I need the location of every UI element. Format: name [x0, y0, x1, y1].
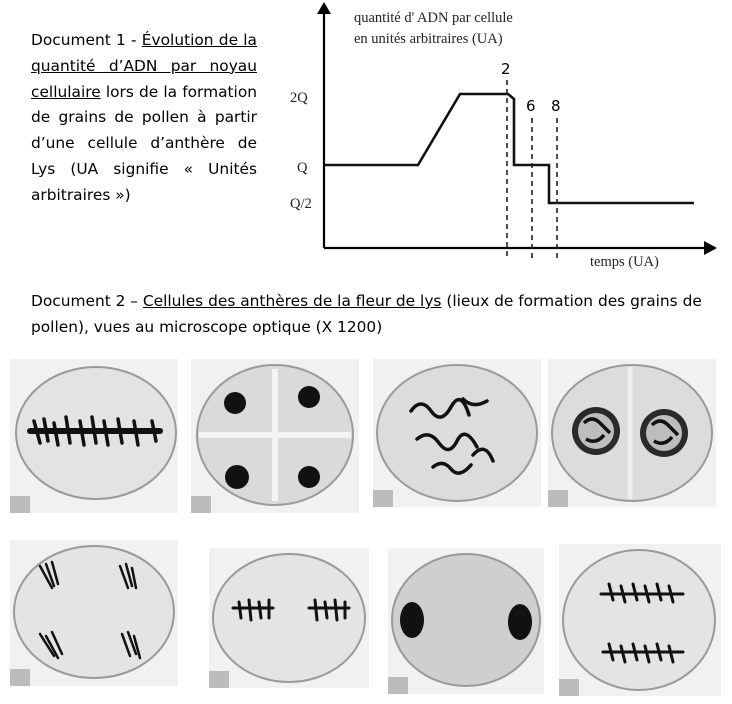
marker-label-2: 2 — [501, 60, 511, 78]
y-tick-q: Q — [297, 160, 308, 176]
y-axis-arrow — [317, 2, 331, 14]
document1-prefix: Document 1 - — [31, 31, 142, 49]
photo-label-box — [373, 490, 393, 507]
dna-curve — [324, 94, 694, 203]
micrograph-two-nuclei — [548, 359, 716, 507]
document1-caption — [31, 28, 257, 209]
photo-label-box — [10, 496, 30, 513]
micrograph-metaphase-plate — [10, 359, 178, 513]
document2-caption — [31, 288, 721, 340]
x-axis-label: temps (UA) — [590, 254, 659, 270]
micrograph-tetrad — [191, 359, 359, 513]
document2-title: Cellules des anthères de la fleur de lys — [142, 292, 442, 310]
y-axis-label-line1: quantité d' ADN par cellule — [354, 10, 513, 26]
micrograph-anaphase-i — [209, 548, 369, 688]
y-tick-q-half: Q/2 — [290, 196, 312, 212]
photo-label-box — [388, 677, 408, 694]
document1-description: lors de la formation de grains de pollen à partir d’une cellule d’anthère de Lys (UA signifie « Unités arbitraires ») — [31, 82, 257, 204]
document2-description: (lieux de formation des grains de pollen), vues au microscope optique (X 1200) — [31, 292, 702, 336]
document1-title: Évolution de la quantité d’ADN par noyau cellulaire — [31, 31, 257, 101]
micrograph-prophase — [373, 359, 541, 507]
x-axis-arrow — [704, 241, 717, 255]
y-axis-label-line2: en unités arbitraires (UA) — [354, 31, 503, 47]
marker-label-8: 8 — [551, 97, 561, 115]
micrograph-late-anaphase — [559, 544, 721, 696]
photo-label-box — [548, 490, 568, 507]
photo-label-box — [559, 679, 579, 696]
photo-label-box — [209, 671, 229, 688]
photo-label-box — [191, 496, 211, 513]
micrograph-anaphase-ii — [10, 540, 178, 686]
marker-label-6: 6 — [526, 97, 536, 115]
micrograph-telophase — [388, 548, 544, 694]
y-tick-2q: 2Q — [290, 90, 308, 106]
photo-label-box — [10, 669, 30, 686]
dna-quantity-graph — [268, 0, 720, 278]
document2-prefix: Document 2 – — [31, 292, 143, 310]
